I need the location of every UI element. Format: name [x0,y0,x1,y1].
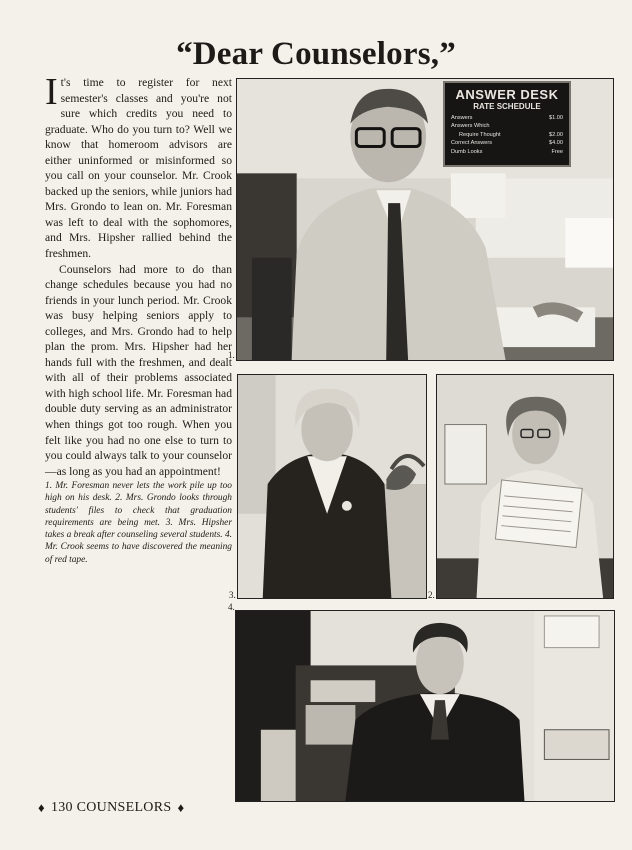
diamond-icon: ♦ [177,800,185,815]
sign-rows [451,114,563,156]
photo-hipsher [237,374,427,599]
body-paragraph-1 [45,71,232,262]
photo-foresman [236,78,614,361]
sign-row: Require Thought $2.00 [459,131,563,138]
photo-crook [235,610,615,802]
sign-row: Answers $1.00 [451,115,563,121]
photo-number-4: 4. [228,602,235,612]
photo-number-1: 1. [228,350,235,360]
sign-row: Dumb Looks Free [451,148,563,155]
sign-row: Correct Answers $4.00 [451,140,563,147]
body-paragraph-1-text: t's time to register for next semester's classes and you're not sure which credits you need to graduate. Who do you turn to? Well we know that homeroom advisors are either uninformed or misinformed so you call on your counselor. Mr. Crook backed up the seniors, while juniors had Mrs. Grondo to lean on. Mr. Foresman was left to deal with the sophomores, and Mrs. Hipsher rallied behind the freshmen. [45,76,232,261]
sign-row: Answers Which [451,123,490,130]
answer-desk-sign [443,81,571,167]
photo-grondo [436,374,614,599]
page-footer [38,800,184,816]
body-text [45,71,232,479]
sign-subtitle: RATE SCHEDULE [473,102,541,111]
drop-cap: I [45,71,58,113]
photo-caption: 1. Mr. Foresman never lets the work pile up too high on his desk. 2. Mrs. Grondo looks through students' files to check that graduation requirements are being met. 3. Mrs. Hipsher takes a break after counseling several students. 4. Mr. Crook seems to have discovered the meaning of red tape. [45,481,232,565]
diamond-icon: ♦ [38,800,45,815]
photo-number-3: 3. [229,590,236,600]
photo-number-2: 2. [428,590,435,600]
page-title: “Dear Counselors,” [176,36,456,72]
body-paragraph-2: Counselors had more to do than change schedules because you had no friends in your lunch period. Mr. Crook was busy helping seniors apply to colleges, and Mrs. Grondo had to help plan the prom. Mrs. Hipsher had her hands full with the freshmen, and dealt with all of their problems associated with high school life. Mr. Foresman had double duty serving as an administrator when things got too rough. When you felt like you had no one else to turn to you could always talk to your counselor—as long as you had an appointment! [45,262,232,478]
sign-title: ANSWER DESK [455,87,559,102]
page-number-label: 130 COUNSELORS [50,800,172,815]
